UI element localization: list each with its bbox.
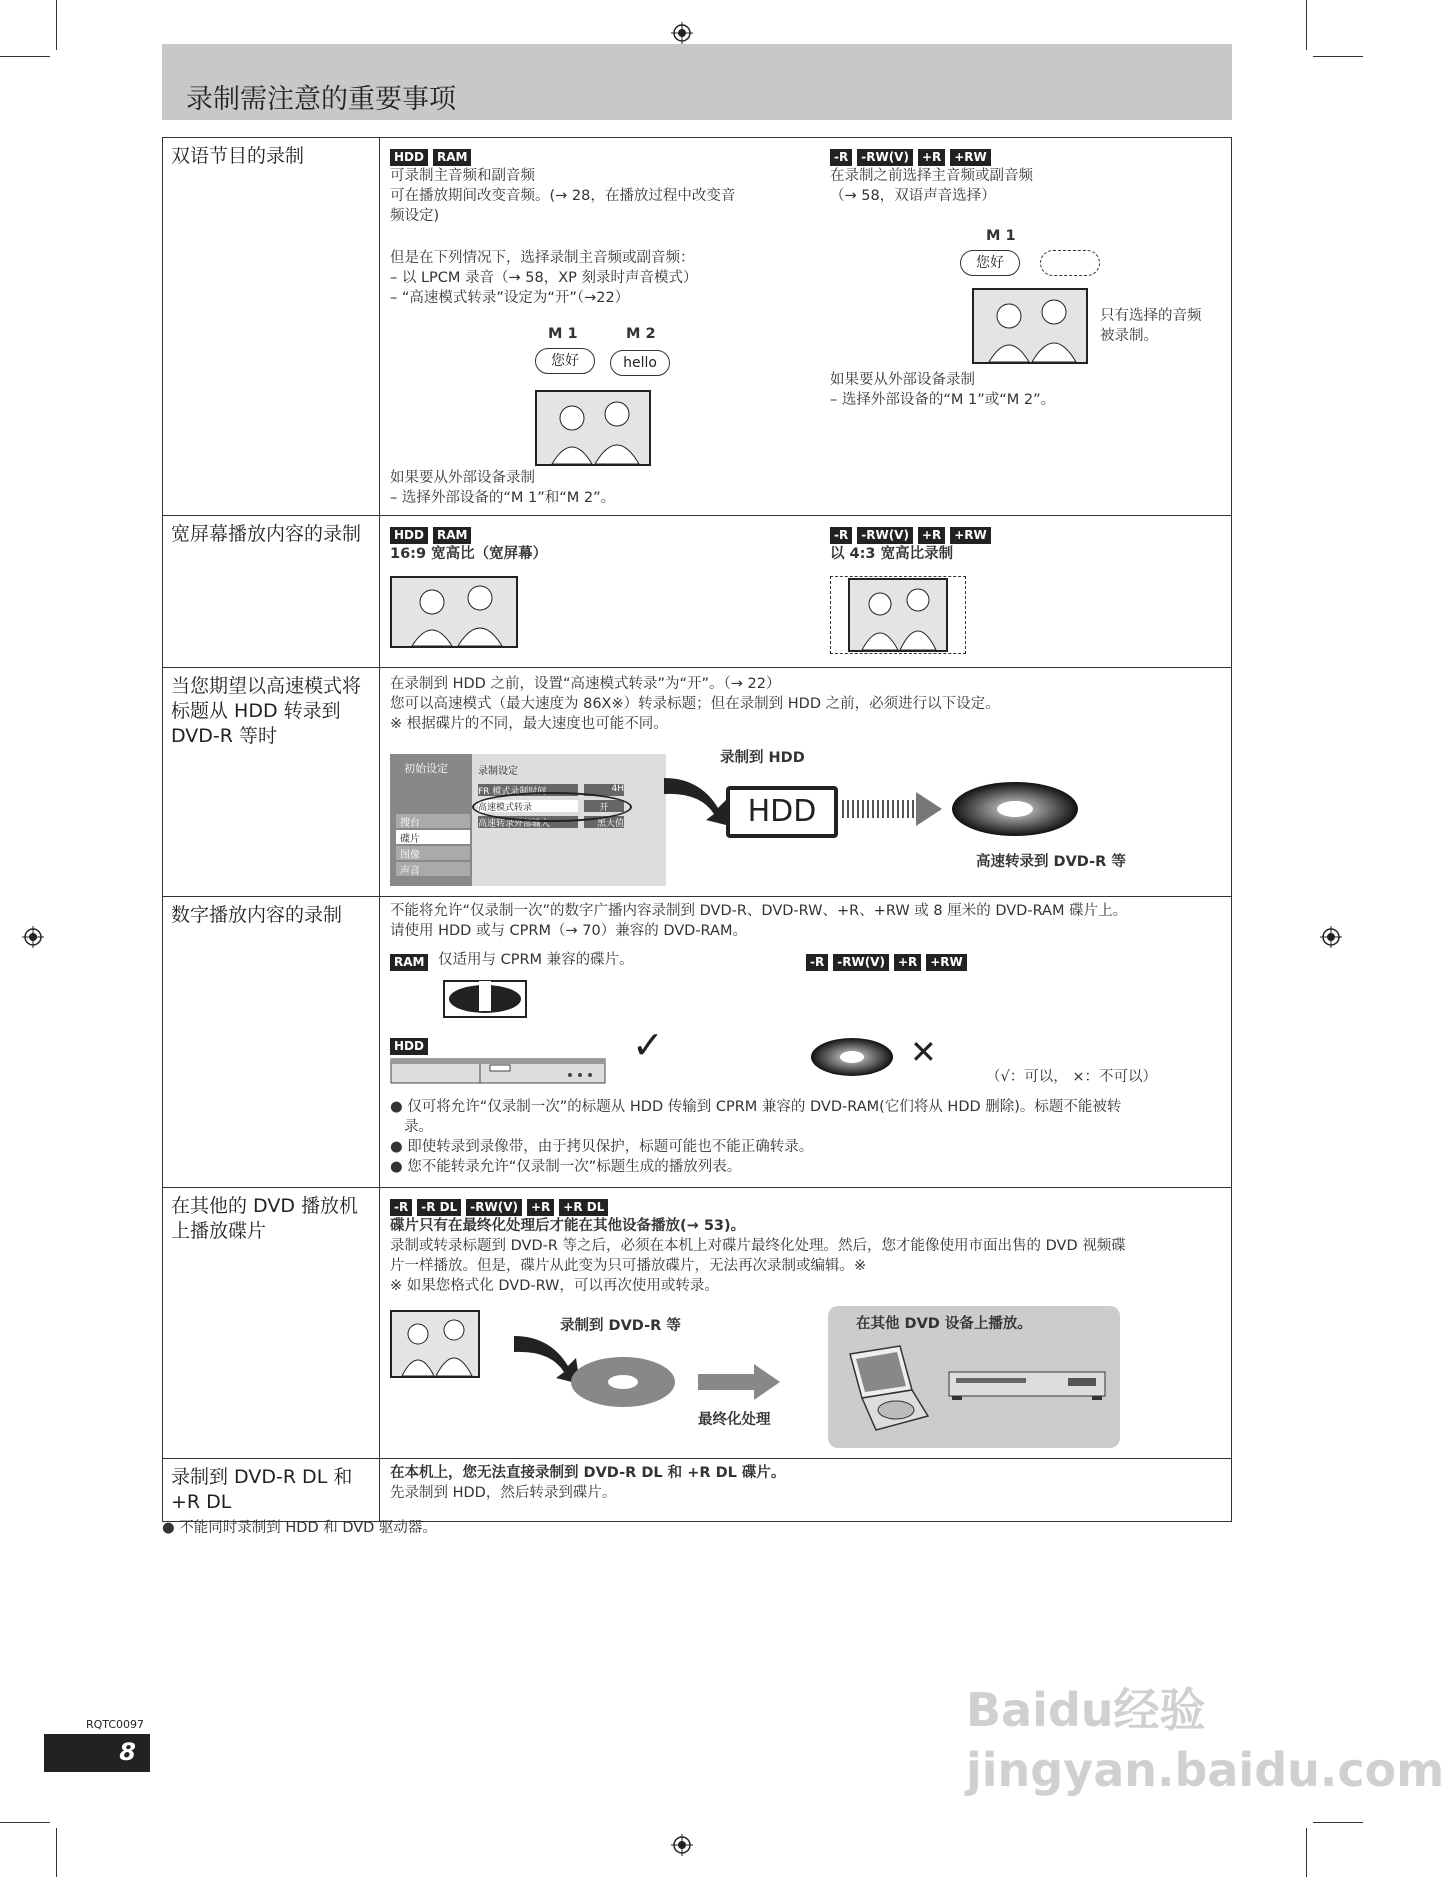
text-line: 可录制主音频和副音频 <box>390 168 535 184</box>
recorder-device-icon <box>390 1055 606 1087</box>
page-number-box <box>44 1734 150 1772</box>
text-line: 16:9 宽高比（宽屏幕） <box>390 546 548 562</box>
finalize-label: 最终化处理 <box>698 1412 771 1428</box>
menu-item-selected: 高速模式转录 <box>478 800 578 812</box>
media-tags <box>390 146 476 166</box>
text-line: 在录制之前选择主音频或副音频 <box>830 168 1033 184</box>
standard-screen-image <box>848 578 948 652</box>
media-tags <box>830 146 996 166</box>
disc-icon <box>810 1037 894 1077</box>
doc-code: RQTC0097 <box>86 1718 145 1731</box>
text-line: 仅适用与 CPRM 兼容的碟片。 <box>438 952 634 968</box>
table-row <box>163 516 1232 668</box>
check-icon: ✓ <box>632 1023 664 1067</box>
table-row <box>163 1459 1232 1522</box>
menu-side-item: 声音 <box>396 862 470 876</box>
fast-dub-label: 高速转录到 DVD-R 等 <box>976 854 1126 870</box>
tag-plus-r: +R <box>894 954 921 971</box>
text-line: – 选择外部设备的“M 1”和“M 2”。 <box>390 490 616 506</box>
tag-ram: RAM <box>433 527 471 544</box>
footer-note: ● 不能同时录制到 HDD 和 DVD 驱动器。 <box>162 1520 437 1536</box>
disc-icon <box>570 1356 676 1408</box>
text-line: – 以 LPCM 录音（→ 58，XP 刻录时声音模式） <box>390 270 698 286</box>
text-line: 如果要从外部设备录制 <box>390 470 535 486</box>
transfer-arrow-icon <box>842 792 942 826</box>
widescreen-image <box>390 576 518 648</box>
tag-rw: -RW(V) <box>857 527 913 544</box>
tag-plus-r: +R <box>527 1199 554 1216</box>
tag-rw: -RW(V) <box>857 149 913 166</box>
bullet-item: ● 即使转录到录像带，由于拷贝保护，标题可能也不能正确转录。 <box>390 1139 814 1155</box>
portable-dvd-player-icon <box>840 1346 930 1438</box>
tv-scene-image <box>972 288 1088 364</box>
highlight-ellipse <box>472 792 632 822</box>
text-line: 片一样播放。但是，碟片从此变为只可播放碟片，无法再次录制或编辑。※ <box>390 1258 867 1274</box>
table-row <box>163 138 1232 516</box>
legend-text: （√：可以， ×：不可以） <box>986 1069 1157 1085</box>
menu-side-item: 搜台 <box>396 814 470 828</box>
text-line: 只有选择的音频 <box>1100 308 1202 324</box>
text-line: – 选择外部设备的“M 1”或“M 2”。 <box>830 392 1056 408</box>
menu-value: 4H <box>584 784 624 796</box>
media-tags <box>830 524 996 544</box>
text-line: 如果要从外部设备录制 <box>830 372 975 388</box>
menu-value: 黑大值 <box>584 816 624 828</box>
tag-plus-rw: +RW <box>950 527 991 544</box>
text-line: （→ 58，双语声音选择） <box>830 188 996 204</box>
table-row <box>163 1188 1232 1459</box>
bullet-text: 仅可将允许“仅录制一次”的标题从 HDD 传输到 CPRM 兼容的 DVD-RAM(它们将从 HDD 删除)。标题不能被转 <box>407 1099 1122 1115</box>
menu-value: 开 <box>584 800 624 812</box>
tag-hdd: HDD <box>390 527 428 544</box>
watermark: Baidu经验 jingyan.baidu.com <box>966 1683 1444 1797</box>
media-tags <box>390 951 433 971</box>
text-line: 在录制到 HDD 之前，设置“高速模式转录”为“开”。（→ 22） <box>390 676 781 692</box>
menu-main-panel <box>472 754 666 886</box>
registration-mark-icon <box>22 926 44 948</box>
text-line: ※ 如果您格式化 DVD-RW，可以再次使用或转录。 <box>390 1278 719 1294</box>
row-label: 数字播放内容的录制 <box>163 897 380 1188</box>
tag-r: -R <box>830 527 852 544</box>
menu-side-title: 初始设定 <box>404 762 448 775</box>
tv-scene-image <box>390 1310 480 1378</box>
settings-menu-screenshot <box>390 754 666 886</box>
menu-item: FR 模式录制时间 <box>478 784 578 796</box>
arrow-right-icon <box>698 1364 780 1400</box>
text-line: 录制或转录标题到 DVD-R 等之后，必须在本机上对碟片最终化处理。然后，您才能像使用市面出售的 DVD 视频碟 <box>390 1238 1126 1254</box>
other-dvd-label: 在其他 DVD 设备上播放。 <box>856 1316 1032 1332</box>
menu-side-item: 碟片 <box>396 830 470 844</box>
tag-ram: RAM <box>390 954 428 971</box>
table-row <box>163 897 1232 1188</box>
record-to-dvd-label: 录制到 DVD-R 等 <box>560 1318 681 1334</box>
speech-bubble: hello <box>610 350 670 376</box>
dvd-player-icon <box>948 1368 1106 1404</box>
tag-plus-rw: +RW <box>950 149 991 166</box>
text-line: 碟片只有在最终化处理后才能在其他设备播放(→ 53)。 <box>390 1218 746 1234</box>
row-label: 当您期望以高速模式将标题从 HDD 转录到 DVD-R 等时 <box>163 668 380 897</box>
speech-bubble: 您好 <box>960 250 1020 276</box>
m1-label: M 1 <box>548 326 578 342</box>
disc-icon <box>950 780 1080 838</box>
media-tags <box>806 951 972 971</box>
row-label: 宽屏幕播放内容的录制 <box>163 516 380 668</box>
dvd-ram-cartridge-icon <box>442 979 528 1019</box>
text-line: – “高速模式转录”设定为“开”（→22） <box>390 290 630 306</box>
text-line: 频设定) <box>390 208 440 224</box>
text-line: 请使用 HDD 或与 CPRM（→ 70）兼容的 DVD-RAM。 <box>390 923 747 939</box>
tag-r: -R <box>390 1199 412 1216</box>
text-line: 不能将允许“仅录制一次”的数字广播内容录制到 DVD-R、DVD-RW、+R、+RW 或 8 厘米的 DVD-RAM 碟片上。 <box>390 903 1128 919</box>
media-tags <box>390 524 476 544</box>
tag-r: -R <box>806 954 828 971</box>
tag-plus-rw: +RW <box>926 954 967 971</box>
speech-bubble: 您好 <box>535 348 595 374</box>
tag-ram: RAM <box>433 149 471 166</box>
registration-mark-icon <box>1320 926 1342 948</box>
hdd-box: HDD <box>726 786 838 838</box>
m1-label: M 1 <box>986 228 1016 244</box>
cross-icon: ✕ <box>910 1033 937 1071</box>
tag-rw: -RW(V) <box>833 954 889 971</box>
tag-rw: -RW(V) <box>466 1199 522 1216</box>
table-row <box>163 668 1232 897</box>
bullet-text: 录。 <box>404 1119 433 1135</box>
tag-plus-r-dl: +R DL <box>559 1199 608 1216</box>
media-tags <box>390 1035 433 1055</box>
text-line: 但是在下列情况下，选择录制主音频或副音频： <box>390 250 695 266</box>
bullet-item: ● 您不能转录允许“仅录制一次”标题生成的播放列表。 <box>390 1159 742 1175</box>
tag-hdd: HDD <box>390 1038 428 1055</box>
row-label: 录制到 DVD-R DL 和 +R DL <box>163 1459 380 1522</box>
text-line: 您可以高速模式（最大速度为 86X※）转录标题；但在录制到 HDD 之前，必须进行以下设定。 <box>390 696 1000 712</box>
tag-r: -R <box>830 149 852 166</box>
tag-r-dl: -R DL <box>417 1199 461 1216</box>
bullet-text: 即使转录到录像带，由于拷贝保护，标题可能也不能正确转录。 <box>407 1139 814 1155</box>
text-line: 可在播放期间改变音频。(→ 28，在播放过程中改变音 <box>390 188 736 204</box>
bullet-item: ● 仅可将允许“仅录制一次”的标题从 HDD 传输到 CPRM 兼容的 DVD-RAM(它们将从 HDD 删除)。标题不能被转 <box>390 1099 1122 1115</box>
row-label: 在其他的 DVD 播放机上播放碟片 <box>163 1188 380 1459</box>
text-line: 被录制。 <box>1100 328 1158 344</box>
tag-plus-r: +R <box>918 149 945 166</box>
page-header <box>162 44 1232 120</box>
other-dvd-panel <box>828 1306 1120 1448</box>
tag-hdd: HDD <box>390 149 428 166</box>
notes-table <box>162 137 1232 1522</box>
row-label: 双语节目的录制 <box>163 138 380 516</box>
text-line: 先录制到 HDD，然后转录到碟片。 <box>390 1485 617 1501</box>
page-number: 8 <box>119 1738 136 1766</box>
record-to-hdd-label: 录制到 HDD <box>720 750 805 766</box>
text-line: 在本机上，您无法直接录制到 DVD-R DL 和 +R DL 碟片。 <box>390 1465 786 1481</box>
menu-main-title: 录制设定 <box>478 766 518 777</box>
media-tags <box>390 1196 613 1216</box>
text-line: 以 4:3 宽高比录制 <box>830 546 954 562</box>
empty-bubble <box>1040 250 1100 276</box>
page-title: 录制需注意的重要事项 <box>186 84 456 115</box>
tag-plus-r: +R <box>918 527 945 544</box>
tv-scene-image <box>535 390 651 466</box>
menu-item: 高速转录外部输入 <box>478 816 578 828</box>
registration-mark-icon <box>671 22 693 44</box>
m2-label: M 2 <box>626 326 656 342</box>
registration-mark-icon <box>671 1834 693 1856</box>
text-line: ※ 根据碟片的不同，最大速度也可能不同。 <box>390 716 668 732</box>
bullet-text: 您不能转录允许“仅录制一次”标题生成的播放列表。 <box>407 1159 742 1175</box>
menu-side-item: 图像 <box>396 846 470 860</box>
